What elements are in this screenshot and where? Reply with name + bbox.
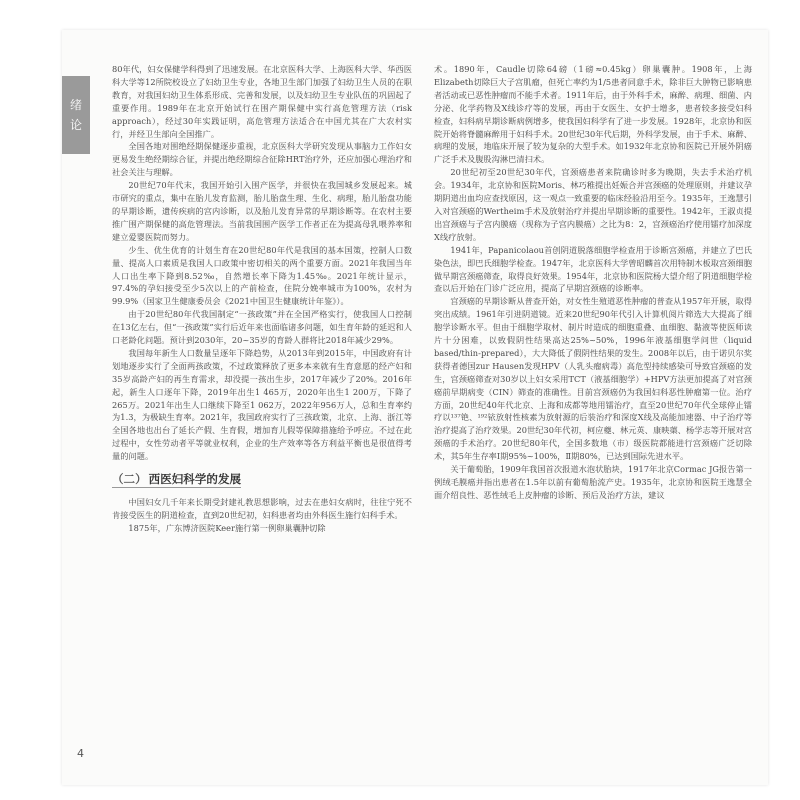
left-paragraph-5: 由于20世纪80年代我国制定“一孩政策”并在全国严格实行，使我国人口控制在13亿左右，但“一孩政策”实行后近年来也面临诸多问题，如生育年龄的延迟和人口老龄化问题。预计到2030年，20~35岁的育龄人群将比2018年减少29%。 (112, 309, 412, 346)
left-paragraph-6: 我国每年新生人口数量呈逐年下降趋势，从2013年到2015年，中国政府有计划地逐步实行了全面两孩政策，不过政策释放了更多本来就有生育意愿的经产妇和35岁高龄产妇的再生育需求，却没提一孩出生步，2017年减少了20%。2016年起，新生人口逐年下降，2019年出生1 465万，2020年出生1 200万，下降了265万。2021年出生人口继续下降至1 062万，2022年956万人，总和生育率约为1.3，为极缺生育率。2021年，我国政府实行了三孩政策，北京、上海、浙江等全国各地也出台了延长产假、生育假，增加育儿假等保障措施给予呼应。不过在此过程中，女性劳动者平等就业权利，企业的生产效率等各方利益平衡也是很值得考量的问题。 (112, 347, 412, 462)
right-paragraph-3: 1941年，Papanicolaou首创阴道脱落细胞学检查用于诊断宫颈癌，并建立了巴氏染色法，即巴氏细胞学检查。1947年，北京医科大学曾昭麟首次用特制木板取宫颈细胞做早期宫颈癌筛查，取得良好效果。1954年，北京协和医院杨大望介绍了阴道细胞学检查以后开始在门诊广泛应用，提高了早期宫颈癌的诊断率。 (434, 244, 752, 294)
right-paragraph-5: 关于葡萄胎，1909年我国首次报道水泡状胎块，1917年北京Cormac JG报告第一例绒毛膜癌并指出患者在1.5年以前有葡萄胎流产史。1935年，北京协和医院王逸慧全面介绍良性、恶性绒毛上皮肿瘤的诊断、预后及治疗方法，建议 (434, 464, 752, 500)
left-paragraph-2: 全国各地对围绝经期保健逐步重视，北京医科大学研究发现从事脑力工作妇女更易发生绝经期综合征，并提出绝经期综合征除HRT治疗外，还应加强心理治疗和社会关注与理解。 (112, 141, 412, 178)
section-heading-number: （二） (112, 472, 147, 487)
chapter-side-tab (62, 76, 90, 154)
right-paragraph-2: 20世纪初至20世纪30年代，宫颈癌患者来院确诊时多为晚期，失去手术治疗机会。1934年，北京协和医院Moris、林巧稚提出妊娠合并宫颈癌的处理原则，并建议孕期阴道出血均应查找原因，这一观点一致重要的临床经验沿用至今。1935年，王逸慧引入对宫颈癌的Wertheim手术及放射治疗并提出早期诊断的重要性。1942年，王淑贞提出宫颈癌与子宫内膜癌（现称为子宫内膜癌）之比为8：2，宫颈癌治疗使用镭疗加深度X线疗放射。 (434, 167, 752, 242)
left-paragraph-3: 20世纪70年代末，我国开始引入围产医学，并很快在我国城乡发展起来。城市研究的重点，集中在胎儿发育监测，胎儿胎盘生理、生化、病理，胎儿胎盘功能的早期诊断，遗传疾病的宫内诊断，以及胎儿发育异常的早期诊断等。在农村主要推广围产期保健的高危管理法。当前我国围产医学工作者正在为提高母乳喂养率和建立爱婴医院而努力。 (112, 180, 412, 242)
left-paragraph-4: 少生、优生优育的计划生育在20世纪80年代是我国的基本国策，控制人口数量、提高人口素质是我国人口政策中密切相关的两个重要方面。2021年我国当年人口出生率下降到8.52‰，自然增长率下降为1.45‰。2021年统计显示，97.4%的孕妇接受至少5次以上的产前检查，住院分娩率城市为100%，农村为99.9%（国家卫生健康委员会《2021中国卫生健康统计年鉴》）。 (112, 244, 412, 307)
left-paragraph-7: 中国妇女几千年来长期受封建礼教思想影响，过去在患妇女病时，往往宁死不肯接受医生的阴道检查，直到20世纪初，妇科患者均由外科医生施行妇科手术。 (112, 497, 412, 520)
right-paragraph-1: 术。1890年，Caudle切除64磅（1磅≈0.45kg）卵巢囊肿。1908年，上海Elizabeth切除巨大子宫肌瘤，但死亡率约为1/5患者同意手术，除非巨大肿物已影响患者活动或已恶性肿瘤而不能手术者。1911年后，由于外科手术，麻醉、病理、细菌、内分泌、化学药物及X线诊疗等的发展，再由于女医生、女护士增多，患者较多接受妇科检查，妇科病早期诊断病例增多，使我国妇科学有了进一步发展。1928年，北京协和医院开始将脊髓麻醉用于妇科手术。20世纪30年代后期，外科学发展，由于手术、麻醉、病理的发展，地临床开展了较为复杂的大型手术。如1932年北京协和医院已开展外阴癌广泛手术及腹股沟淋巴清扫术。 (434, 64, 752, 165)
side-tab-char-2: 论 (69, 118, 82, 132)
right-column (434, 63, 752, 502)
right-paragraph-4: 宫颈癌的早期诊断从普查开始，对女性生殖道恶性肿瘤的普查从1957年开展，取得突出成绩。1961年引进阴道镜。近来20世纪90年代引入计算机阅片筛选大大提高了细胞学诊断水平。但由于细胞学取材、制片时造成的细胞重叠、血细胞、黏液等使医师读片十分困难，以致假阴性结果高达25%~50%，1996年液基细胞学问世（liquid based/thin-prepared），大大降低了假阴性结果的发生。2008年以后，由于诺贝尔奖获得者德国zur Hausen发现HPV（人乳头瘤病毒）高危型持续感染可导致宫颈癌的发生，宫颈癌筛查对30岁以上妇女采用TCT（液基细胞学）+HPV方法更加提高了对宫颈癌前早期病变（CIN）筛查的准确性。目前宫颈癌仍为我国妇科恶性肿瘤第一位。治疗方面，20世纪40年代北京、上海和成都等地用镭治疗，直至20世纪70年代全球停止镭疗以¹³⁷铯、¹⁹²铱放射性核素为放射源的后装治疗和深度X线及高能加速器、中子治疗等治疗提高了治疗效果。20世纪30年代初，柯应夔、林元英、康映蕖、杨学志等开展对宫颈癌的手术治疗。20世纪80年代，全国多数地（市）级医院都能进行宫颈癌广泛切除术，其5年生存率Ⅰ期95%~100%，Ⅱ期80%，已达到国际先进水平。 (434, 296, 752, 462)
left-paragraph-1: 80年代，妇女保健学科得到了迅速发展。在北京医科大学、上海医科大学、华西医科大学等12所院校设立了妇幼卫生专业，各地卫生部门加强了妇幼卫生人员的在职教育，对我国妇幼卫生体系形成、完善和发展，以及妇幼卫生专业队伍的巩固起了重要作用。1989年在北京开始试行在围产期保健中实行高危管理方法（risk approach），经过30年实践证明，高危管理方法适合在中国尤其在广大农村实行，并经卫生部向全国推广。 (112, 64, 412, 139)
section-heading (112, 471, 412, 488)
side-tab-char-1: 绪 (69, 98, 82, 112)
book-page (62, 30, 768, 785)
section-heading-text: 西医妇科学的发展 (148, 472, 242, 487)
page-number: 4 (77, 747, 84, 760)
left-column (112, 63, 412, 535)
left-paragraph-8: 1875年，广东博济医院Keer施行第一例卵巢囊肿切除 (128, 522, 326, 533)
